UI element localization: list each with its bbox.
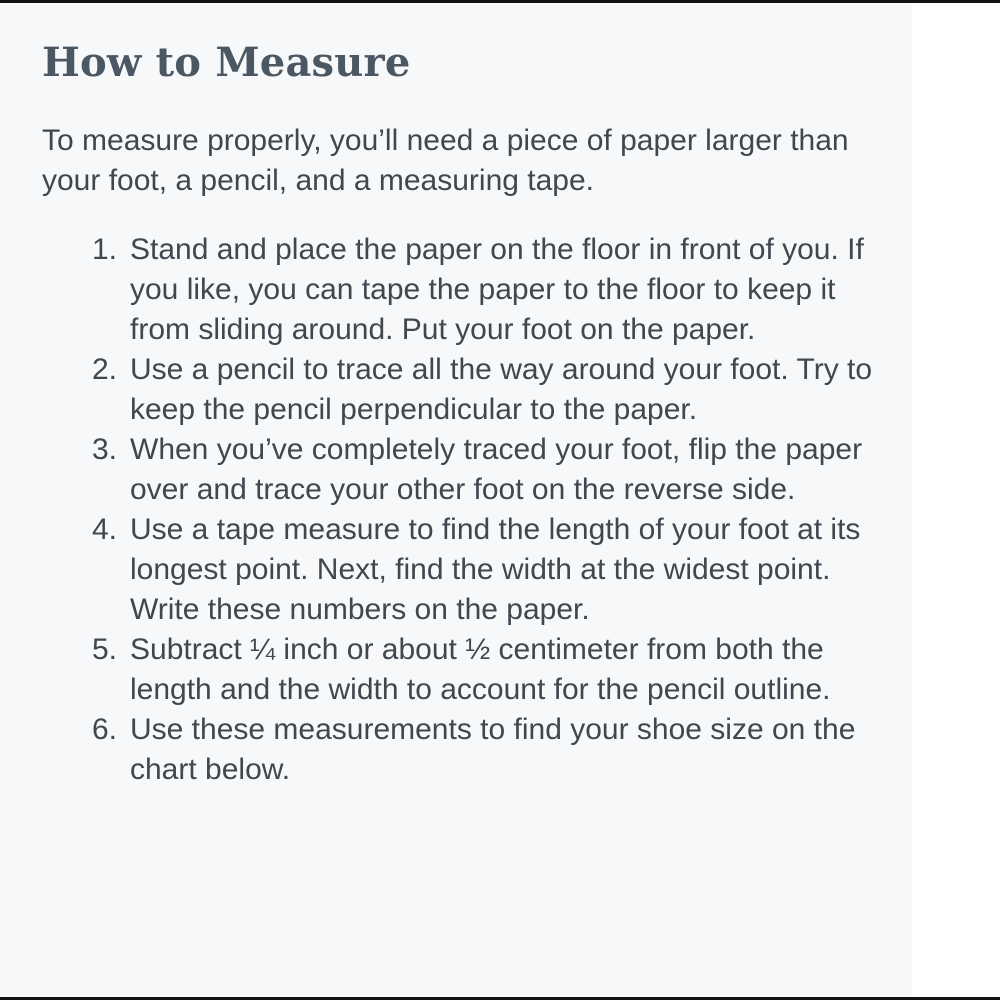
step-text: Stand and place the paper on the floor in front of you. If you like, you can tape the paper to the floor to keep it from sliding around. Put your foot on the paper. <box>130 233 864 346</box>
step-number: 1. <box>92 233 118 266</box>
step-text: Subtract ¼ inch or about ½ centimeter from both the length and the width to account for the pencil outline. <box>130 633 831 706</box>
list-item <box>42 630 892 710</box>
step-number: 3. <box>92 433 118 466</box>
steps-list <box>42 230 892 790</box>
intro-paragraph: To measure properly, you’ll need a piece of paper larger than your foot, a pencil, and a measuring tape. <box>42 124 849 197</box>
content-panel <box>0 3 912 997</box>
step-number: 6. <box>92 713 118 746</box>
page-title: How to Measure <box>42 39 411 86</box>
right-margin <box>912 3 1000 997</box>
step-text: Use these measurements to find your shoe size on the chart below. <box>130 713 856 786</box>
step-number: 4. <box>92 513 118 546</box>
list-item <box>42 710 892 790</box>
step-text: When you’ve completely traced your foot, flip the paper over and trace your other foot on the reverse side. <box>130 433 863 506</box>
list-item <box>42 510 892 630</box>
list-item <box>42 230 892 350</box>
step-number: 5. <box>92 633 118 666</box>
list-item <box>42 430 892 510</box>
step-text: Use a pencil to trace all the way around your foot. Try to keep the pencil perpendicular to the paper. <box>130 353 873 426</box>
step-number: 2. <box>92 353 118 386</box>
list-item <box>42 350 892 430</box>
step-text: Use a tape measure to find the length of your foot at its longest point. Next, find the width at the widest point. Write these numbers on the paper. <box>130 513 861 626</box>
